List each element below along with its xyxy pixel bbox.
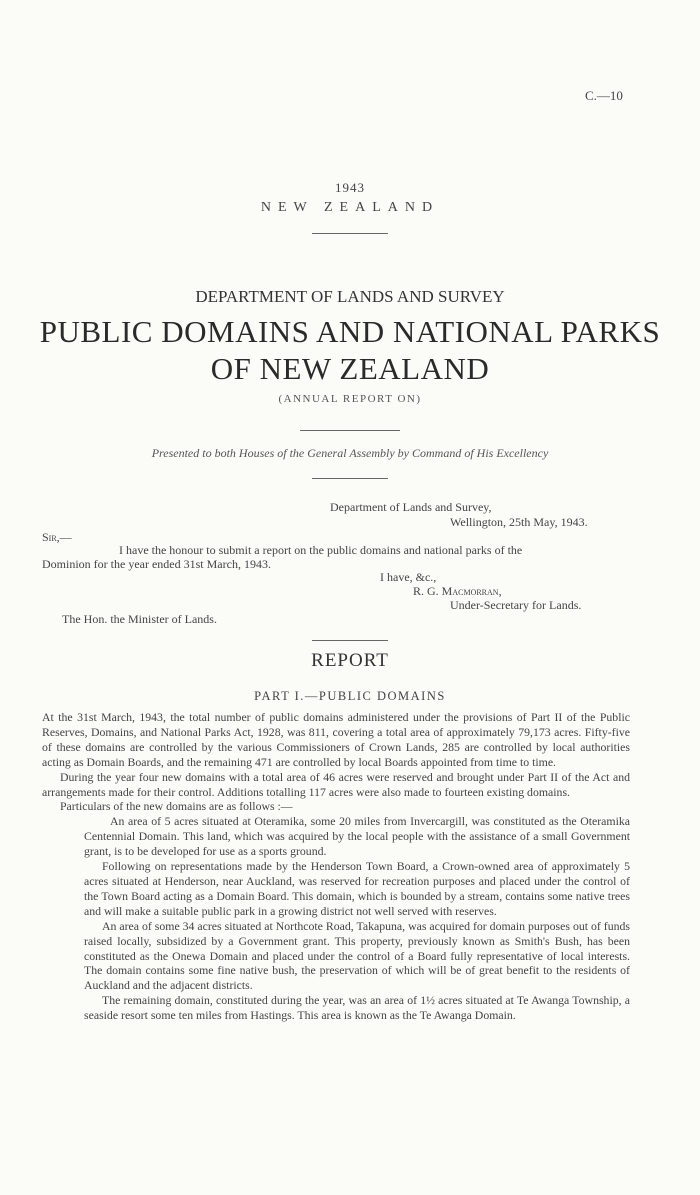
domain-particulars	[84, 814, 630, 1023]
paragraph-henderson: Following on representations made by the Henderson Town Board, a Crown-owned area of approximately 5 acres situated at Henderson, near Auckland, was reserved for recreation purposes and placed under the control of the Town Board acting as a Domain Board. This domain, which is bounded by a stream, contains some native trees and will make a suitable public park in a growing district not well served with reserves.	[84, 859, 630, 918]
letter-address-line2: Wellington, 25th May, 1943.	[450, 515, 588, 529]
letter-closing: I have, &c.,	[380, 570, 437, 584]
divider	[312, 233, 388, 234]
paragraph-particulars-intro: Particulars of the new domains are as follows :—	[60, 799, 293, 814]
presented-line: Presented to both Houses of the General Assembly by Command of His Excellency	[151, 446, 549, 460]
paragraph-oteramika: An area of 5 acres situated at Oteramika, some 20 miles from Invercargill, was constituted as the Oteramika Centennial Domain. This land, which was acquired by the local people with the assistance of a small Government grant, is to be developed for use as a sports ground.	[84, 814, 630, 859]
country-name: NEW ZEALAND	[260, 200, 440, 215]
letter-address-line1: Department of Lands and Survey,	[330, 500, 492, 514]
department-heading: DEPARTMENT OF LANDS AND SURVEY	[195, 287, 505, 306]
page-title-line2: OF NEW ZEALAND	[210, 351, 490, 386]
letter-body-line1: I have the honour to submit a report on the public domains and national parks of the	[119, 543, 523, 557]
paragraph-te-awanga: The remaining domain, constituted during the year, was an area of 1½ acres situated at Te Awanga Township, a seaside resort some ten miles from Hastings. This area is known as the Te Awanga Domain.	[84, 993, 630, 1023]
divider	[312, 640, 388, 641]
letter-signer: R. G. Macmorran,	[413, 584, 502, 598]
page-title: PUBLIC DOMAINS AND NATIONAL PARKS	[39, 314, 661, 349]
letter-addressee: The Hon. the Minister of Lands.	[62, 612, 217, 626]
divider	[300, 430, 400, 431]
paragraph-new-domains: During the year four new domains with a total area of 46 acres were reserved and brought under Part II of the Act and arrangements made for their control. Additions totalling 117 acres were also made to fourteen existing domains.	[42, 769, 630, 799]
part-heading: PART I.—PUBLIC DOMAINS	[254, 689, 446, 703]
letter-salutation: Sir,—	[42, 530, 72, 544]
paragraph-totals: At the 31st March, 1943, the total number of public domains administered under the provisions of Part II of the Public Reserves, Domains, and National Parks Act, 1928, was 811, covering a total area of approximately 79,173 acres. Fifty-five of these domains are controlled by the various Commissioners of Crown Lands, 285 are controlled by local authorities acting as Domain Boards, and the remaining 471 are controlled by local Boards appointed from time to time.	[42, 710, 630, 769]
report-body	[42, 710, 630, 1023]
report-heading: REPORT	[311, 650, 389, 671]
paragraph-onewa: An area of some 34 acres situated at Northcote Road, Takapuna, was acquired for domain purposes out of funds raised locally, subsidized by a Government grant. This property, previously known as Smith's Bush, has been constituted as the Onewa Domain and placed under the control of a Board fully representative of local interests. The domain contains some fine native bush, the preservation of which will be of great benefit to the residents of Auckland and the adjacent districts.	[84, 918, 630, 993]
subtitle: (ANNUAL REPORT ON)	[278, 393, 422, 405]
document-year: 1943	[335, 180, 365, 195]
letter-body-line2: Dominion for the year ended 31st March, 1943.	[42, 557, 271, 571]
letter-signer-title: Under-Secretary for Lands.	[450, 598, 582, 612]
document-reference: C.—10	[585, 88, 623, 103]
divider	[312, 478, 388, 479]
